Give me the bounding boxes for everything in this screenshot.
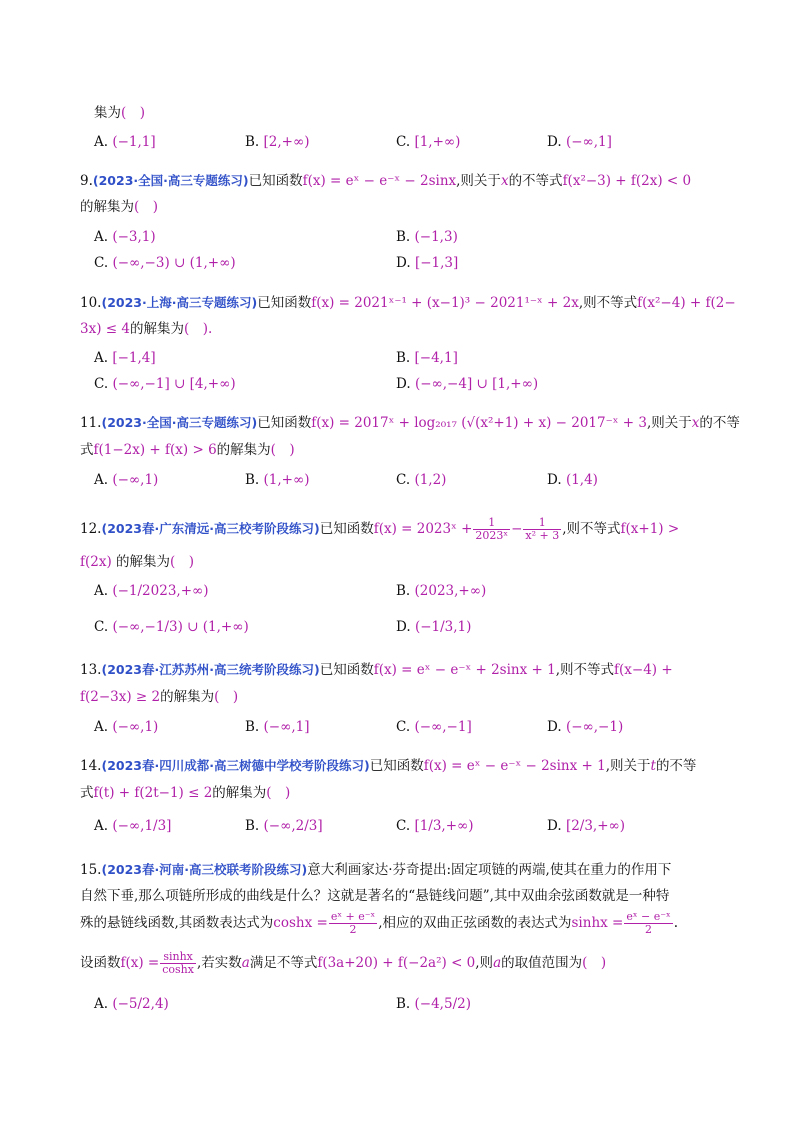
option-label: C. <box>94 376 109 392</box>
option-value: (2023,+∞) <box>414 583 487 599</box>
numerator: eˣ + e⁻ˣ <box>330 910 376 923</box>
stem-text: 自然下垂,那么项链所形成的曲线是什么？这就是著名的“悬链线问题”,其中双曲余弦函数就是一种特 <box>80 888 670 904</box>
q8-option-a[interactable] <box>94 133 156 151</box>
option-value: (−∞,−1) <box>565 719 624 735</box>
q12-inequality-cont: f(2x) <box>80 554 112 570</box>
q12-option-c[interactable] <box>94 618 249 636</box>
option-label: D. <box>396 255 411 271</box>
stem-text: ,则不等式 <box>555 662 614 678</box>
q13-inequality: f(x−4) + <box>614 662 673 678</box>
q8-option-c[interactable] <box>396 133 460 151</box>
option-label: D. <box>547 719 562 735</box>
option-label: A. <box>94 472 109 488</box>
denominator: 2 <box>349 923 357 936</box>
option-value: (−3,1) <box>112 229 156 245</box>
q14-function: f(x) = eˣ − e⁻ˣ − 2sinx + 1 <box>423 758 606 774</box>
stem-text: ,若实数 <box>196 955 242 971</box>
numerator: sinhx <box>160 951 196 964</box>
stem-text: ,则关于 <box>456 173 501 189</box>
q11-stem-line2 <box>80 441 295 459</box>
option-value: (−∞,1) <box>112 719 159 735</box>
q11-source: (2023·全国·高三专题练习) <box>101 415 258 430</box>
q12-answer-paren: ( ) <box>170 554 195 570</box>
q15-sinh-frac <box>624 911 672 936</box>
denominator: 2023ˣ <box>475 529 509 542</box>
option-label: D. <box>547 818 562 834</box>
q8-answer-paren: ( ) <box>121 105 146 121</box>
q12-stem-line2 <box>80 553 194 571</box>
q15-source: (2023春·河南·高三校联考阶段练习) <box>101 862 308 877</box>
option-value: (−1/2023,+∞) <box>112 583 209 599</box>
option-value: (−∞,−1] <box>414 719 472 735</box>
q15-cosh-frac <box>329 911 377 936</box>
option-label: D. <box>547 472 562 488</box>
stem-text: 殊的悬链线函数,其函数表达式为 <box>80 915 274 931</box>
stem-text: 的取值范围为 <box>501 955 583 971</box>
q13-source: (2023春·江苏苏州·高三统考阶段练习) <box>101 662 320 677</box>
option-label: D. <box>396 376 411 392</box>
option-value: (−1,1] <box>112 134 156 150</box>
q13-inequality-cont: f(2−3x) ≥ 2 <box>80 689 161 705</box>
q15-variable: a <box>493 955 502 971</box>
option-label: A. <box>94 583 109 599</box>
q14-answer-paren: ( ) <box>266 785 291 801</box>
q11-option-d[interactable] <box>547 471 598 489</box>
q10-source: (2023·上海·高三专题练习) <box>101 295 258 310</box>
q14-option-b[interactable] <box>245 817 323 835</box>
option-value: [1/3,+∞) <box>414 818 474 834</box>
stem-text: 的解集为 <box>116 554 171 570</box>
q11-number: 11. <box>80 415 102 431</box>
q11-stem-line1 <box>80 414 740 432</box>
q9-option-d[interactable] <box>396 254 458 272</box>
stem-text: ,则关于 <box>646 415 692 431</box>
option-label: B. <box>396 350 411 366</box>
stem-text: 意大利画家达·芬奇提出:固定项链的两端,使其在重力的作用下 <box>307 862 672 878</box>
q12-stem-line1 <box>80 514 679 544</box>
option-label: B. <box>396 996 411 1012</box>
q10-option-c[interactable] <box>94 375 236 393</box>
option-label: A. <box>94 818 109 834</box>
stem-text: 的解集为 <box>216 442 271 458</box>
q8-option-d[interactable] <box>547 133 612 151</box>
option-value: (−∞,1] <box>565 134 612 150</box>
stem-text: 式 <box>80 785 94 801</box>
q10-function: f(x) = 2021ˣ⁻¹ + (x−1)³ − 2021¹⁻ˣ + 2x <box>311 295 579 311</box>
q11-variable: x <box>691 415 700 431</box>
stem-text: 的解集为 <box>129 321 184 337</box>
q10-option-d[interactable] <box>396 375 538 393</box>
q10-answer-paren: ( ). <box>183 321 213 337</box>
denominator: coshx <box>162 963 194 976</box>
option-value: [1,+∞) <box>414 134 461 150</box>
stem-text: 已知函数 <box>319 521 374 537</box>
q15-stem-line1 <box>80 861 671 879</box>
q11-option-c[interactable] <box>396 471 446 489</box>
q14-number: 14. <box>80 758 102 774</box>
q11-option-a[interactable] <box>94 471 158 489</box>
q9-option-c[interactable] <box>94 254 236 272</box>
option-label: B. <box>245 472 260 488</box>
q12-frac-2 <box>523 517 561 542</box>
q15-fdef: f(x) = <box>120 955 160 971</box>
q9-inequality: f(x²−3) + f(2x) < 0 <box>562 173 692 189</box>
stem-text: ,则不等式 <box>578 295 638 311</box>
option-value: [−1,3] <box>414 255 459 271</box>
q15-answer-paren: ( ) <box>582 955 607 971</box>
q10-stem-line2 <box>80 320 212 338</box>
option-label: A. <box>94 350 109 366</box>
q9-option-a[interactable] <box>94 228 156 246</box>
option-value: (−∞,1/3] <box>112 818 172 834</box>
q9-option-b[interactable] <box>396 228 458 246</box>
q9-number: 9. <box>80 173 93 189</box>
option-label: A. <box>94 134 109 150</box>
q10-option-b[interactable] <box>396 349 458 367</box>
q9-function: f(x) = eˣ − e⁻ˣ − 2sinx <box>302 173 457 189</box>
numerator: eˣ − e⁻ˣ <box>626 910 671 923</box>
q12-option-b[interactable] <box>396 582 486 600</box>
stem-text: 已知函数 <box>319 662 374 678</box>
option-label: B. <box>396 583 411 599</box>
stem-text: 的解集为 <box>212 785 267 801</box>
q10-stem-line1 <box>80 294 736 312</box>
q11-inequality: f(1−2x) + f(x) > 6 <box>93 442 217 458</box>
q11-answer-paren: ( ) <box>270 442 295 458</box>
q12-inequality: f(x+1) > <box>620 521 680 537</box>
option-label: B. <box>245 719 260 735</box>
denominator: 2 <box>645 923 653 936</box>
q15-option-b[interactable] <box>396 995 471 1013</box>
option-value: (−∞,1) <box>112 472 159 488</box>
option-label: C. <box>396 472 411 488</box>
option-value: (1,2) <box>414 472 447 488</box>
q9-variable: x <box>500 173 509 189</box>
q15-stem-line3 <box>80 908 678 938</box>
q11-function: f(x) = 2017ˣ + log₂₀₁₇ (√(x²+1) + x) − 2017⁻ˣ + 3 <box>311 415 647 431</box>
q9-stem-line2 <box>80 198 158 216</box>
q13-number: 13. <box>80 662 102 678</box>
option-value: [2/3,+∞) <box>565 818 626 834</box>
q14-source: (2023春·四川成都·高三树德中学校考阶段练习) <box>101 758 370 773</box>
q12-option-d[interactable] <box>396 618 471 636</box>
q12-function: f(x) = 2023ˣ + <box>373 521 473 537</box>
q15-sinh: sinhx = <box>571 915 624 931</box>
option-label: A. <box>94 229 109 245</box>
q14-option-a[interactable] <box>94 817 171 835</box>
q9-source: (2023·全国·高三专题练习) <box>92 173 249 188</box>
q14-variable: t <box>650 758 656 774</box>
option-label: C. <box>396 134 411 150</box>
option-value: [−1,4] <box>112 350 156 366</box>
stem-text: 已知函数 <box>248 173 303 189</box>
q14-inequality: f(t) + f(2t−1) ≤ 2 <box>93 785 213 801</box>
option-value: [2,+∞) <box>263 134 310 150</box>
q13-function: f(x) = eˣ − e⁻ˣ + 2sinx + 1 <box>373 662 556 678</box>
q12-source: (2023春·广东清远·高三校考阶段练习) <box>101 521 320 536</box>
q15-option-a[interactable] <box>94 995 169 1013</box>
option-label: B. <box>396 229 411 245</box>
q8-tail-text: 集为 <box>94 105 121 121</box>
stem-text: ,相应的双曲正弦函数的表达式为 <box>378 915 572 931</box>
option-value: (−1/3,1) <box>414 619 472 635</box>
q13-stem-line2 <box>80 688 238 706</box>
q13-option-c[interactable] <box>396 718 472 736</box>
option-label: A. <box>94 996 109 1012</box>
option-label: B. <box>245 134 260 150</box>
stem-text: ,则关于 <box>605 758 651 774</box>
option-value: (−∞,1] <box>263 719 310 735</box>
q13-stem-line1 <box>80 661 673 679</box>
q15-inequality: f(3a+20) + f(−2a²) < 0 <box>317 955 476 971</box>
option-label: B. <box>245 818 260 834</box>
numerator: 1 <box>523 517 561 530</box>
q15-cosh: coshx = <box>273 915 328 931</box>
q15-stem-line4 <box>80 948 606 978</box>
option-label: C. <box>94 619 109 635</box>
q13-answer-paren: ( ) <box>214 689 239 705</box>
q10-inequality: f(x²−4) + f(2− <box>637 295 736 311</box>
option-value: (−∞,−1] ∪ [4,+∞) <box>112 376 236 392</box>
stem-text: ,则不等式 <box>562 521 621 537</box>
option-label: C. <box>396 818 411 834</box>
option-value: (1,+∞) <box>263 472 310 488</box>
q8-stem-tail <box>94 104 145 122</box>
q14-option-c[interactable] <box>396 817 474 835</box>
stem-text: 的解集为 <box>160 689 215 705</box>
option-value: [−4,1] <box>414 350 458 366</box>
q12-number: 12. <box>80 521 102 537</box>
option-value: (1,4) <box>565 472 598 488</box>
stem-text: ,则 <box>475 955 494 971</box>
denominator: x² + 3 <box>525 529 560 542</box>
stem-text: 设函数 <box>80 955 121 971</box>
q10-inequality-cont: 3x) ≤ 4 <box>80 321 130 337</box>
option-value: (−5/2,4) <box>112 996 169 1012</box>
option-label: D. <box>396 619 411 635</box>
q9-answer-paren: ( ) <box>134 199 159 215</box>
q15-stem-line2 <box>80 887 669 905</box>
option-value: (−∞,−4] ∪ [1,+∞) <box>414 376 539 392</box>
option-value: (−1,3) <box>414 229 458 245</box>
option-value: (−∞,2/3] <box>263 818 323 834</box>
stem-text: 已知函数 <box>369 758 424 774</box>
q9-stem-line1 <box>80 172 691 190</box>
stem-text: 的解集为 <box>80 199 134 215</box>
q14-stem-line1 <box>80 757 696 775</box>
option-value: (−∞,−1/3) ∪ (1,+∞) <box>112 619 249 635</box>
q12-option-a[interactable] <box>94 582 209 600</box>
stem-text: . <box>673 915 679 931</box>
stem-text: 的不等 <box>655 758 697 774</box>
stem-text: 已知函数 <box>257 295 312 311</box>
q10-option-a[interactable] <box>94 349 156 367</box>
option-label: C. <box>94 255 109 271</box>
stem-text: 满足不等式 <box>249 955 318 971</box>
q15-number: 15. <box>80 862 102 878</box>
minus-sign: − <box>511 521 523 537</box>
q13-option-b[interactable] <box>245 718 310 736</box>
q8-option-b[interactable] <box>245 133 310 151</box>
q14-stem-line2 <box>80 784 290 802</box>
numerator: 1 <box>473 517 510 530</box>
q13-option-d[interactable] <box>547 718 623 736</box>
option-label: C. <box>396 719 411 735</box>
option-value: (−∞,−3) ∪ (1,+∞) <box>112 255 236 271</box>
option-label: A. <box>94 719 109 735</box>
option-value: (−4,5/2) <box>414 996 471 1012</box>
q12-frac-1 <box>473 517 510 542</box>
q15-variable: a <box>241 955 250 971</box>
stem-text: 的不等 <box>699 415 740 431</box>
stem-text: 的不等式 <box>508 173 563 189</box>
q13-option-a[interactable] <box>94 718 158 736</box>
q11-option-b[interactable] <box>245 471 310 489</box>
q14-option-d[interactable] <box>547 817 625 835</box>
q15-f-frac <box>160 951 196 976</box>
option-label: D. <box>547 134 562 150</box>
stem-text: 式 <box>80 442 94 458</box>
stem-text: 已知函数 <box>257 415 312 431</box>
q10-number: 10. <box>80 295 102 311</box>
